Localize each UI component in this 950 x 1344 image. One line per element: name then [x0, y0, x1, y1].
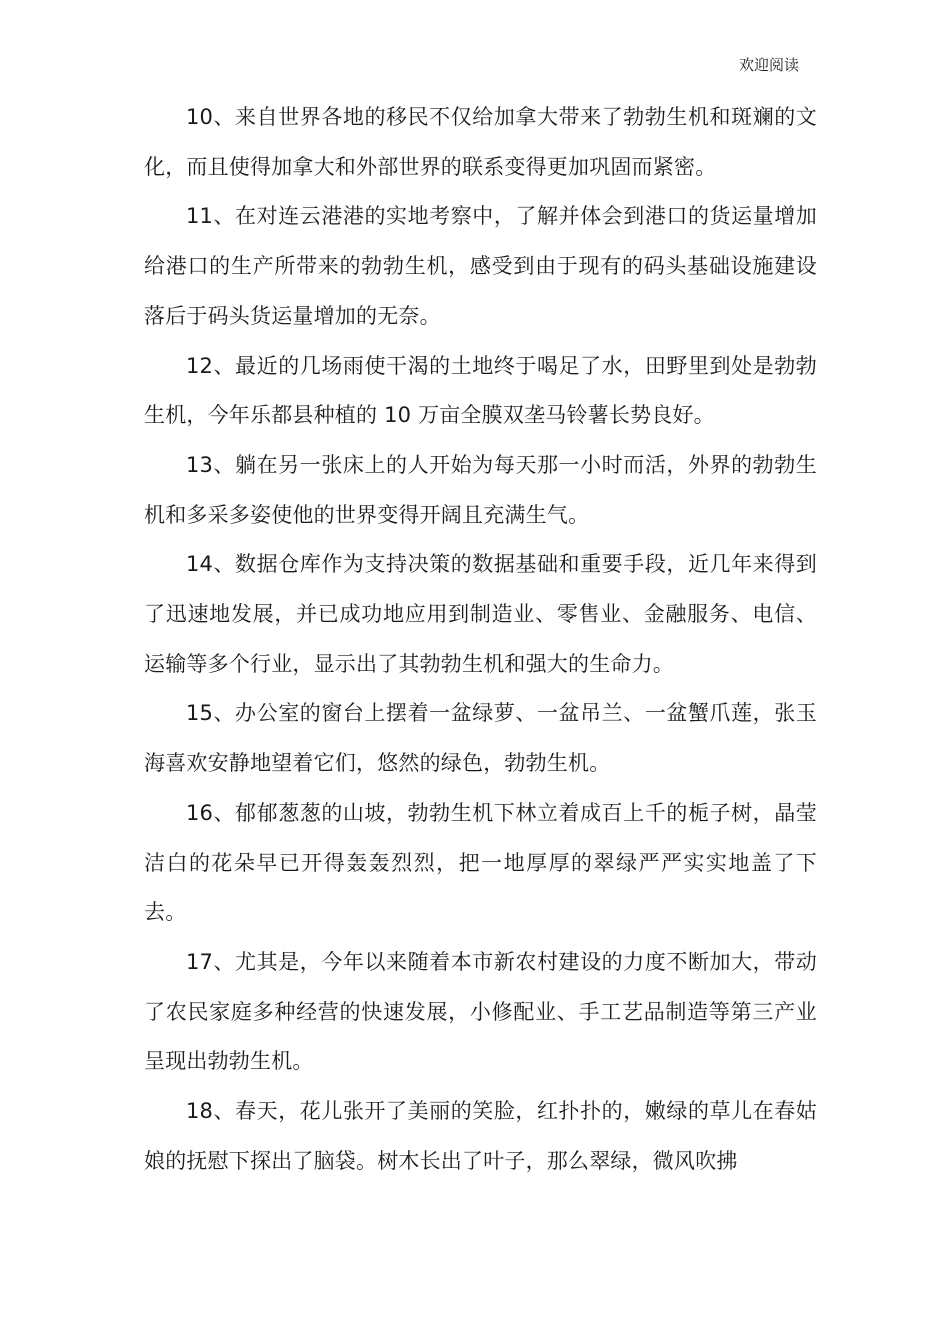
paragraph-15: 15、办公室的窗台上摆着一盆绿萝、一盆吊兰、一盆蟹爪莲，张玉海喜欢安静地望着它们，悠然的绿色，勃勃生机。: [144, 701, 817, 776]
paragraph-18: 18、春天，花儿张开了美丽的笑脸，红扑扑的，嫩绿的草儿在春姑娘的抚慰下探出了脑袋。树木长出了叶子，那么翠绿，微风吹拂: [144, 1099, 817, 1173]
paragraph-11: 11、在对连云港港的实地考察中，了解并体会到港口的货运量增加给港口的生产所带来的勃勃生机，感受到由于现有的码头基础设施建设落后于码头货运量增加的无奈。: [144, 204, 817, 328]
paragraph-14: 14、数据仓库作为支持决策的数据基础和重要手段，近几年来得到了迅速地发展，并已成功地应用到制造业、零售业、金融服务、电信、运输等多个行业，显示出了其勃勃生机和强大的生命力。: [144, 552, 817, 676]
paragraph-10: 10、来自世界各地的移民不仅给加拿大带来了勃勃生机和斑斓的文化，而且使得加拿大和外部世界的联系变得更加巩固而紧密。: [144, 105, 817, 179]
page-header: 欢迎阅读: [738, 56, 799, 74]
paragraph-16: 16、郁郁葱葱的山坡，勃勃生机下林立着成百上千的栀子树，晶莹洁白的花朵早已开得轰轰烈烈，把一地厚厚的翠绿严严实实地盖了下去。: [144, 800, 817, 925]
document-body: [144, 93, 817, 1186]
paragraph-12: 12、最近的几场雨使干渴的土地终于喝足了水，田野里到处是勃勃生机，今年乐都县种植的 10 万亩全膜双垄马铃薯长势良好。: [144, 353, 817, 428]
paragraph-17: 17、尤其是，今年以来随着本市新农村建设的力度不断加大，带动了农民家庭多种经营的快速发展，小修配业、手工艺品制造等第三产业呈现出勃勃生机。: [144, 949, 817, 1074]
paragraph-13: 13、躺在另一张床上的人开始为每天那一小时而活，外界的勃勃生机和多采多姿使他的世界变得开阔且充满生气。: [144, 452, 817, 527]
